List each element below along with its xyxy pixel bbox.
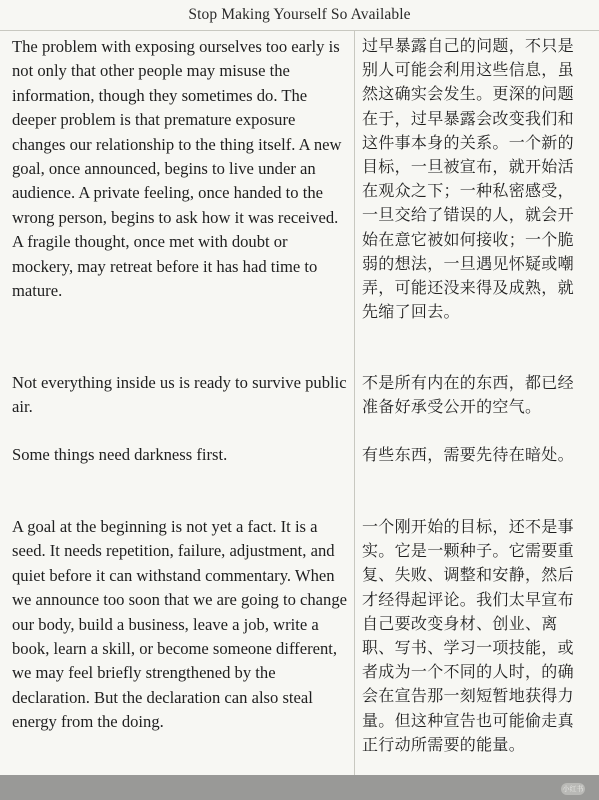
paragraph-zh-2: 不是所有内在的东西，都已经准备好承受公开的空气。 [362,373,574,417]
bottom-bar [0,775,599,800]
header-divider [0,30,599,31]
paragraph-zh-1: 过早暴露自己的问题，不只是别人可能会利用这些信息，虽然这确实会发生。更深的问题在于，过早暴露会改变我们和这件事本身的关系。一个新的目标，一旦被宣布，就开始活在观众之下；一种私密感受，一旦交给了错误的人，就会开始在意它被如何接收；一个脆弱的想法，一旦遇见怀疑或嘲弄，可能还没来得及成熟，就先缩了回去。 [362,36,574,322]
paragraph-en-3: Some things need darkness first. [12,445,228,464]
paragraph-en-1: The problem with exposing ourselves too early is not only that other people may misuse the information, though they sometimes do. The deeper problem is that premature exposure changes our relationship to the thing itself. A new goal, once announced, begins to live under an audience. A private feeling, once handed to the wrong person, begins to ask how it was received. A fragile thought, once met with doubt or mockery, may retreat before it has had time to mature. [12,37,342,301]
column-divider [354,30,355,775]
paragraph-zh-3: 有些东西，需要先待在暗处。 [362,445,574,464]
paragraph-en-2: Not everything inside us is ready to survive public air. [12,373,347,417]
watermark-logo: 小红书 [562,785,584,793]
paragraph-zh-4: 一个刚开始的目标，还不是事实。它是一颗种子。它需要重复、失败、调整和安静，然后才经得起评论。我们太早宣布自己要改变身材、创业、离职、写书、学习一项技能，或者成为一个不同的人时，的确会在宣告那一刻短暂地获得力量。但这种宣告也可能偷走真正行动所需要的能量。 [362,517,574,754]
paragraph-en-4: A goal at the beginning is not yet a fact. It is a seed. It needs repetition, failure, adjustment, and quiet before it can withstand commentary. When we announce too soon that we are going to change our body, build a business, leave a job, write a book, learn a skill, or become someone different, we may feel briefly strengthened by the declaration. But the declaration can also steal energy from the doing. [12,517,347,732]
page-title: Stop Making Yourself So Available [188,6,411,23]
